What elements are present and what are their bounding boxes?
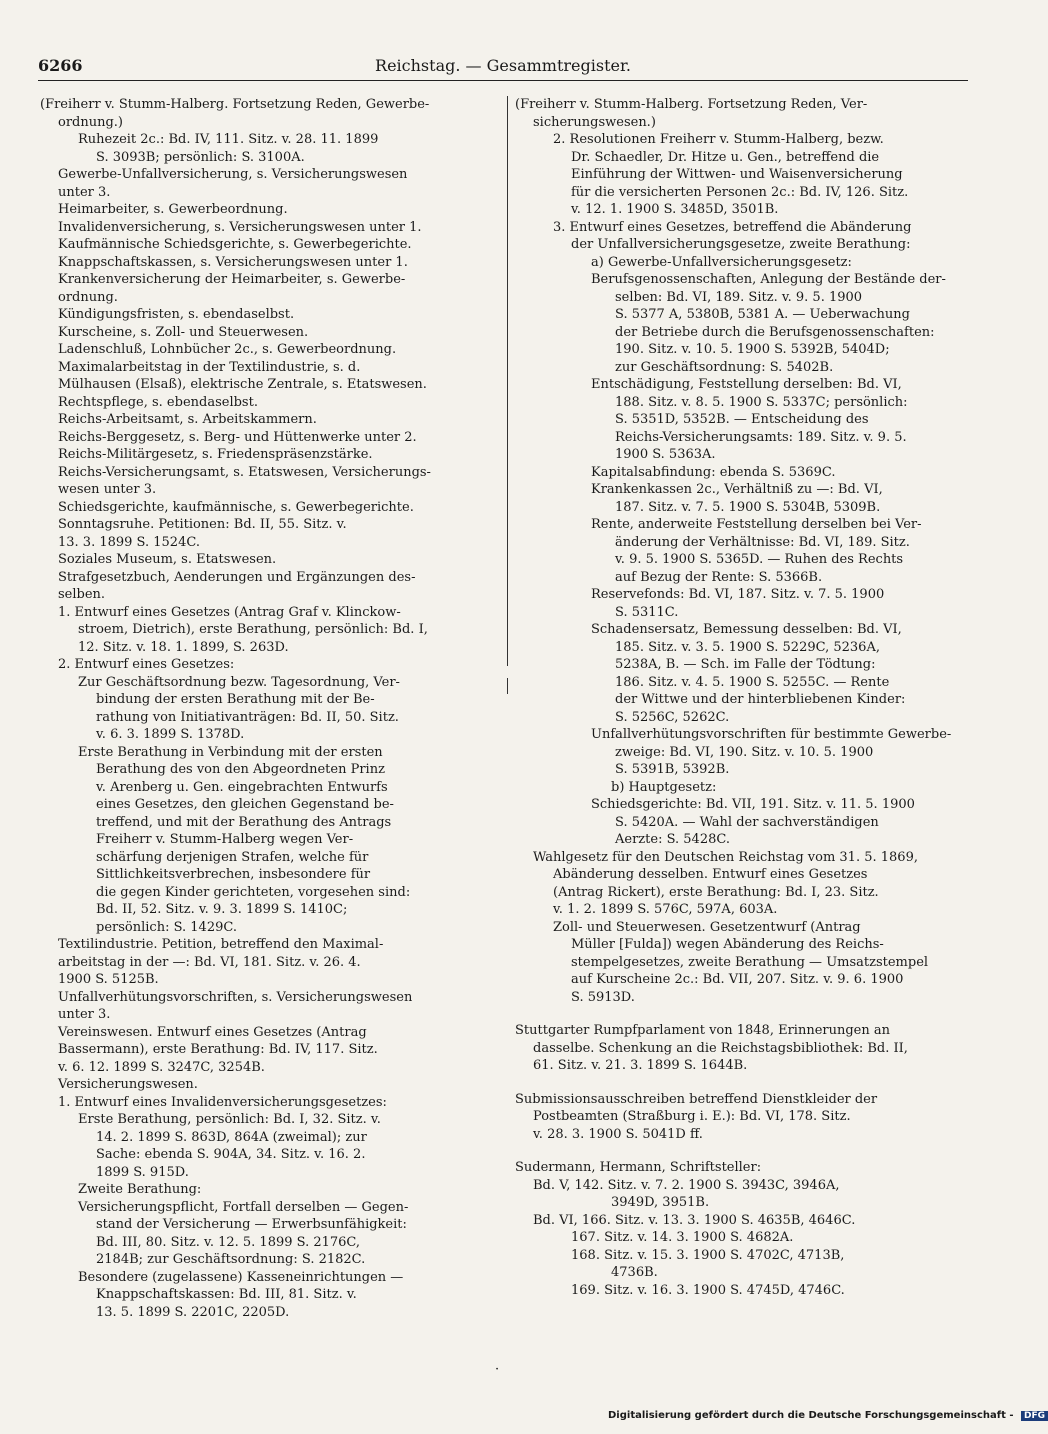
index-line: Unfallverhütungsvorschriften für bestimmte Gewerbe- bbox=[591, 727, 952, 742]
index-line: Wahlgesetz für den Deutschen Reichstag vom 31. 5. 1869, bbox=[533, 849, 918, 865]
dfg-logo: DFG bbox=[1021, 1411, 1048, 1421]
index-line: der Unfallversicherungsgesetze, zweite Berathung: bbox=[571, 237, 911, 252]
index-line: der Betriebe durch die Berufsgenossenschaften: bbox=[615, 324, 935, 340]
index-line: Reichs-Versicherungsamt, s. Etatswesen, Versicherungs- bbox=[58, 464, 431, 480]
stray-mark: · bbox=[495, 1362, 500, 1377]
index-line: Krankenversicherung der Heimarbeiter, s. Gewerbe- bbox=[58, 272, 406, 287]
index-line: sicherungswesen.) bbox=[533, 114, 656, 130]
index-line: 13. 3. 1899 S. 1524C. bbox=[58, 534, 200, 550]
index-line: v. 6. 12. 1899 S. 3247C, 3254B. bbox=[58, 1059, 265, 1075]
right-column bbox=[515, 96, 970, 1299]
index-line: Abänderung desselben. Entwurf eines Gesetzes bbox=[553, 867, 868, 882]
index-line: Stuttgarter Rumpfparlament von 1848, Erinnerungen an bbox=[515, 1023, 890, 1038]
index-line: Schadensersatz, Bemessung desselben: Bd. VI, bbox=[591, 622, 902, 637]
index-line: S. 5391B, 5392B. bbox=[615, 762, 730, 777]
index-line: Schiedsgerichte: Bd. VII, 191. Sitz. v. 11. 5. 1900 bbox=[591, 797, 915, 812]
index-line: 2. Resolutionen Freiherr v. Stumm-Halberg, bezw. bbox=[553, 132, 884, 147]
index-line: Müller [Fulda]) wegen Abänderung des Reichs- bbox=[571, 937, 884, 952]
index-line: Textilindustrie. Petition, betreffend den Maximal- bbox=[58, 937, 384, 952]
index-line: (Freiherr v. Stumm-Halberg. Fortsetzung Reden, Gewerbe- bbox=[40, 97, 430, 112]
index-line: S. 5420A. — Wahl der sachverständigen bbox=[615, 814, 879, 830]
index-line: Vereinswesen. Entwurf eines Gesetzes (Antrag bbox=[58, 1024, 367, 1040]
index-line: Berathung des von den Abgeordneten Prinz bbox=[96, 762, 385, 777]
index-line: 168. Sitz. v. 15. 3. 1900 S. 4702C, 4713B, bbox=[571, 1247, 845, 1263]
index-line bbox=[515, 1143, 970, 1159]
index-line: v. 12. 1. 1900 S. 3485D, 3501B. bbox=[571, 202, 779, 217]
index-line: 4736B. bbox=[611, 1265, 658, 1280]
index-line: Einführung der Wittwen- und Waisenversicherung bbox=[571, 167, 903, 182]
index-line: für die versicherten Personen 2c.: Bd. IV, 126. Sitz. bbox=[571, 184, 909, 200]
index-line: Maximalarbeitstag in der Textilindustrie, s. d. bbox=[58, 359, 361, 375]
index-line: Erste Berathung in Verbindung mit der ersten bbox=[78, 744, 383, 760]
column-divider-lower bbox=[507, 678, 508, 694]
index-line: Reichs-Arbeitsamt, s. Arbeitskammern. bbox=[58, 412, 317, 427]
index-line: schärfung derjenigen Strafen, welche für bbox=[96, 849, 369, 865]
index-line: v. Arenberg u. Gen. eingebrachten Entwurfs bbox=[96, 779, 388, 795]
index-line: Unfallverhütungsvorschriften, s. Versicherungswesen bbox=[58, 989, 413, 1005]
index-line: Bd. II, 52. Sitz. v. 9. 3. 1899 S. 1410C; bbox=[96, 902, 348, 917]
index-line: 188. Sitz. v. 8. 5. 1900 S. 5337C; persönlich: bbox=[615, 394, 908, 410]
index-line: Erste Berathung, persönlich: Bd. I, 32. Sitz. v. bbox=[78, 1112, 381, 1127]
index-line: Zur Geschäftsordnung bezw. Tagesordnung, Ver- bbox=[78, 674, 400, 690]
index-line: 167. Sitz. v. 14. 3. 1900 S. 4682A. bbox=[571, 1230, 794, 1245]
page-title: Reichstag. — Gesammtregister. bbox=[375, 56, 631, 75]
left-column bbox=[40, 96, 502, 1321]
index-line: S. 5377 A, 5380B, 5381 A. — Ueberwachung bbox=[615, 307, 910, 322]
index-line: unter 3. bbox=[58, 184, 111, 200]
index-line: Bd. III, 80. Sitz. v. 12. 5. 1899 S. 2176C, bbox=[96, 1234, 361, 1250]
index-line: stempelgesetzes, zweite Berathung — Umsatzstempel bbox=[571, 954, 929, 970]
index-line: Sache: ebenda S. 904A, 34. Sitz. v. 16. 2. bbox=[96, 1147, 366, 1162]
index-line: 190. Sitz. v. 10. 5. 1900 S. 5392B, 5404D; bbox=[615, 342, 890, 357]
index-line: (Freiherr v. Stumm-Halberg. Fortsetzung Reden, Ver- bbox=[515, 97, 868, 112]
index-line: 186. Sitz. v. 4. 5. 1900 S. 5255C. — Rente bbox=[615, 674, 890, 690]
index-line: ordnung.) bbox=[58, 114, 124, 130]
index-line: 1. Entwurf eines Invalidenversicherungsgesetzes: bbox=[58, 1094, 387, 1110]
index-line: Bd. VI, 166. Sitz. v. 13. 3. 1900 S. 4635B, 4646C. bbox=[533, 1212, 856, 1228]
index-line: Invalidenversicherung, s. Versicherungswesen unter 1. bbox=[58, 219, 422, 235]
index-line: 3. Entwurf eines Gesetzes, betreffend die Abänderung bbox=[553, 219, 912, 235]
index-line: Reservefonds: Bd. VI, 187. Sitz. v. 7. 5. 1900 bbox=[591, 587, 885, 602]
index-line: 2. Entwurf eines Gesetzes: bbox=[58, 657, 235, 672]
index-line: Bassermann), erste Berathung: Bd. IV, 117. Sitz. bbox=[58, 1042, 378, 1057]
index-line: Kaufmännische Schiedsgerichte, s. Gewerbegerichte. bbox=[58, 237, 412, 252]
index-line: Knappschaftskassen: Bd. III, 81. Sitz. v. bbox=[96, 1287, 357, 1302]
index-line: persönlich: S. 1429C. bbox=[96, 919, 237, 935]
index-line: 187. Sitz. v. 7. 5. 1900 S. 5304B, 5309B. bbox=[615, 499, 881, 515]
index-line: selben. bbox=[58, 587, 106, 602]
index-line: Kapitalsabfindung: ebenda S. 5369C. bbox=[591, 464, 836, 480]
index-line: Krankenkassen 2c., Verhältniß zu —: Bd. VI, bbox=[591, 482, 883, 497]
index-line: Versicherungswesen. bbox=[58, 1077, 198, 1092]
index-line: rathung von Initiativanträgen: Bd. II, 50. Sitz. bbox=[96, 709, 399, 725]
index-line: 2184B; zur Geschäftsordnung: S. 2182C. bbox=[96, 1252, 366, 1267]
page-number: 6266 bbox=[38, 56, 83, 75]
index-line: v. 9. 5. 1900 S. 5365D. — Ruhen des Rechts bbox=[615, 552, 904, 567]
index-line: eines Gesetzes, den gleichen Gegenstand be- bbox=[96, 797, 394, 812]
index-line: 3949D, 3951B. bbox=[611, 1195, 710, 1210]
index-line: Versicherungspflicht, Fortfall derselben — Gegen- bbox=[78, 1199, 409, 1215]
index-line: 1. Entwurf eines Gesetzes (Antrag Graf v. Klinckow- bbox=[58, 604, 401, 620]
index-line: auf Kurscheine 2c.: Bd. VII, 207. Sitz. v. 9. 6. 1900 bbox=[571, 972, 904, 987]
index-line: Strafgesetzbuch, Aenderungen und Ergänzungen des- bbox=[58, 569, 416, 585]
index-line: Mülhausen (Elsaß), elektrische Zentrale, s. Etatswesen. bbox=[58, 377, 427, 392]
index-line: Sittlichkeitsverbrechen, insbesondere für bbox=[96, 867, 371, 882]
index-line: stroem, Dietrich), erste Berathung, persönlich: Bd. I, bbox=[78, 622, 428, 637]
index-line: S. 5913D. bbox=[571, 989, 635, 1005]
index-line: a) Gewerbe-Unfallversicherungsgesetz: bbox=[591, 254, 852, 270]
index-line bbox=[515, 1075, 970, 1091]
index-line: der Wittwe und der hinterbliebenen Kinder: bbox=[615, 692, 906, 707]
index-line: unter 3. bbox=[58, 1007, 111, 1022]
index-line: 61. Sitz. v. 21. 3. 1899 S. 1644B. bbox=[533, 1058, 748, 1073]
index-line: Sudermann, Hermann, Schriftsteller: bbox=[515, 1160, 762, 1175]
index-line: v. 6. 3. 1899 S. 1378D. bbox=[96, 727, 245, 742]
index-line: (Antrag Rickert), erste Berathung: Bd. I, 23. Sitz. bbox=[553, 884, 879, 900]
digitization-footer bbox=[608, 1410, 1046, 1426]
index-line: S. 5256C, 5262C. bbox=[615, 709, 730, 725]
index-line: 1900 S. 5363A. bbox=[615, 447, 716, 462]
index-line: Reichs-Militärgesetz, s. Friedenspräsenzstärke. bbox=[58, 447, 373, 462]
index-line: Postbeamten (Straßburg i. E.): Bd. VI, 178. Sitz. bbox=[533, 1109, 851, 1124]
index-line: S. 3093B; persönlich: S. 3100A. bbox=[96, 149, 305, 165]
index-line: Ladenschluß, Lohnbücher 2c., s. Gewerbeordnung. bbox=[58, 342, 397, 357]
index-line: 12. Sitz. v. 18. 1. 1899, S. 263D. bbox=[78, 639, 289, 655]
index-line: Soziales Museum, s. Etatswesen. bbox=[58, 552, 277, 567]
index-line: Knappschaftskassen, s. Versicherungswesen unter 1. bbox=[58, 254, 408, 270]
page-header bbox=[38, 56, 968, 81]
index-line: selben: Bd. VI, 189. Sitz. v. 9. 5. 1900 bbox=[615, 289, 863, 305]
index-line: Kündigungsfristen, s. ebendaselbst. bbox=[58, 307, 295, 322]
index-line: die gegen Kinder gerichteten, vorgesehen sind: bbox=[96, 884, 411, 900]
index-line: Dr. Schaedler, Dr. Hitze u. Gen., betreffend die bbox=[571, 149, 880, 165]
index-line: Ruhezeit 2c.: Bd. IV, 111. Sitz. v. 28. 11. 1899 bbox=[78, 132, 379, 147]
index-line: b) Hauptgesetz: bbox=[611, 779, 717, 795]
index-line: Entschädigung, Feststellung derselben: Bd. VI, bbox=[591, 377, 902, 392]
index-line: Gewerbe-Unfallversicherung, s. Versicherungswesen bbox=[58, 167, 408, 182]
index-line: Schiedsgerichte, kaufmännische, s. Gewerbegerichte. bbox=[58, 499, 414, 515]
index-line: S. 5351D, 5352B. — Entscheidung des bbox=[615, 412, 869, 427]
index-line: Berufsgenossenschaften, Anlegung der Bestände der- bbox=[591, 272, 946, 287]
index-line: treffend, und mit der Berathung des Antrags bbox=[96, 814, 392, 830]
index-line: Bd. V, 142. Sitz. v. 7. 2. 1900 S. 3943C, 3946A, bbox=[533, 1177, 840, 1193]
index-line: änderung der Verhältnisse: Bd. VI, 189. Sitz. bbox=[615, 534, 910, 550]
index-line: stand der Versicherung — Erwerbsunfähigkeit: bbox=[96, 1217, 407, 1232]
index-line: Kurscheine, s. Zoll- und Steuerwesen. bbox=[58, 324, 309, 340]
index-line: Rechtspflege, s. ebendaselbst. bbox=[58, 394, 258, 410]
index-line: 1900 S. 5125B. bbox=[58, 972, 159, 987]
index-line: zur Geschäftsordnung: S. 5402B. bbox=[615, 359, 834, 375]
index-line: ordnung. bbox=[58, 289, 118, 305]
index-line: arbeitstag in der —: Bd. VI, 181. Sitz. v. 26. 4. bbox=[58, 954, 361, 970]
index-line: bindung der ersten Berathung mit der Be- bbox=[96, 692, 375, 707]
index-line: 14. 2. 1899 S. 863D, 864A (zweimal); zur bbox=[96, 1129, 367, 1145]
index-line: S. 5311C. bbox=[615, 604, 679, 620]
index-line: 13. 5. 1899 S. 2201C, 2205D. bbox=[96, 1304, 290, 1320]
footer-text: Digitalisierung gefördert durch die Deutsche Forschungsgemeinschaft - bbox=[608, 1410, 1014, 1421]
index-line: wesen unter 3. bbox=[58, 482, 157, 497]
index-line: Submissionsausschreiben betreffend Dienstkleider der bbox=[515, 1091, 878, 1107]
index-line: Aerzte: S. 5428C. bbox=[615, 832, 730, 847]
index-line: Rente, anderweite Feststellung derselben bei Ver- bbox=[591, 517, 922, 532]
index-line: Sonntagsruhe. Petitionen: Bd. II, 55. Sitz. v. bbox=[58, 517, 347, 532]
index-line: Besondere (zugelassene) Kasseneinrichtungen — bbox=[78, 1269, 404, 1285]
index-line: Zweite Berathung: bbox=[78, 1182, 202, 1197]
index-line: Reichs-Berggesetz, s. Berg- und Hüttenwerke unter 2. bbox=[58, 429, 417, 445]
index-line: Zoll- und Steuerwesen. Gesetzentwurf (Antrag bbox=[553, 919, 861, 935]
index-line: Heimarbeiter, s. Gewerbeordnung. bbox=[58, 202, 288, 217]
index-line: v. 1. 2. 1899 S. 576C, 597A, 603A. bbox=[553, 902, 778, 917]
index-line: 169. Sitz. v. 16. 3. 1900 S. 4745D, 4746C. bbox=[571, 1282, 845, 1298]
index-line: dasselbe. Schenkung an die Reichstagsbibliothek: Bd. II, bbox=[533, 1040, 908, 1056]
index-line: 185. Sitz. v. 3. 5. 1900 S. 5229C, 5236A, bbox=[615, 639, 880, 655]
index-line bbox=[515, 1006, 970, 1022]
index-line: Reichs-Versicherungsamts: 189. Sitz. v. 9. 5. bbox=[615, 429, 907, 445]
index-line: zweige: Bd. VI, 190. Sitz. v. 10. 5. 1900 bbox=[615, 744, 874, 760]
index-line: auf Bezug der Rente: S. 5366B. bbox=[615, 569, 823, 585]
column-divider bbox=[507, 96, 508, 666]
index-line: v. 28. 3. 1900 S. 5041D ff. bbox=[533, 1126, 703, 1142]
index-line: 1899 S. 915D. bbox=[96, 1164, 189, 1180]
index-line: 5238A, B. — Sch. im Falle der Tödtung: bbox=[615, 657, 876, 672]
index-line: Freiherr v. Stumm-Halberg wegen Ver- bbox=[96, 832, 354, 847]
